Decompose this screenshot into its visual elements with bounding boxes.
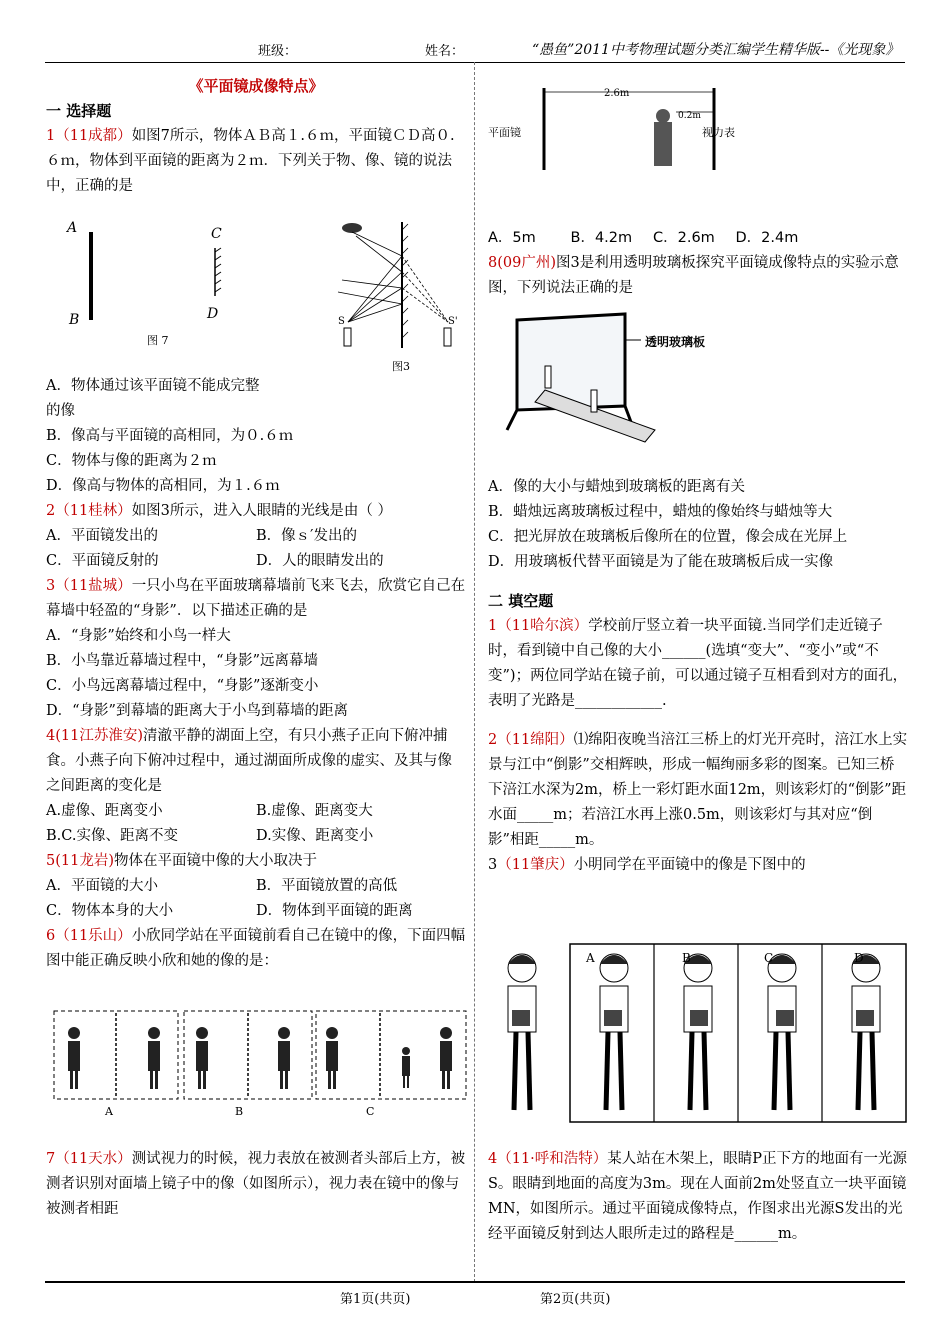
name-label: 姓名： bbox=[425, 44, 465, 59]
right-column bbox=[488, 226, 908, 251]
eye-icon bbox=[342, 223, 362, 233]
right-column-3 bbox=[488, 475, 908, 878]
f3-label-a: A bbox=[586, 951, 595, 965]
q8-option-b: B．蜡烛远离玻璃板过程中，蜡烛的像始终与蜡烛等大 bbox=[488, 504, 833, 520]
question-2: 2（11桂林）如图3所示，进入人眼睛的光线是由（ ） bbox=[46, 503, 393, 519]
q5-option-c: C．物体本身的大小 bbox=[46, 903, 174, 919]
q1-option-d: D．像高与物体的高相同，为１.６ｍ bbox=[46, 478, 280, 494]
left-column-3 bbox=[46, 1147, 466, 1222]
q1-option-b: B．像高与平面镜的高相同，为０.６ｍ bbox=[46, 428, 294, 444]
q3-option-d: D．“身影”到幕墙的距离大于小鸟到幕墙的距离 bbox=[46, 703, 348, 719]
q1-option-c: C．物体与像的距离为２ｍ bbox=[46, 453, 217, 469]
q5-option-b: B．平面镜放置的高低 bbox=[256, 878, 398, 894]
q5-option-a: A．平面镜的大小 bbox=[46, 878, 158, 894]
section-fill: 二 填空题 bbox=[488, 592, 554, 610]
q4-option-a: A.虚像、距离变小 bbox=[46, 803, 163, 819]
candle-image-icon bbox=[444, 328, 451, 346]
question-8: 8(09广州)图3是利用透明玻璃板探究平面镜成像特点的实验示意图，下列说法正确的是 bbox=[488, 255, 899, 296]
fig3-caption: 图3 bbox=[392, 360, 410, 373]
question-5: 5(11龙岩)物体在平面镜中像的大小取决于 bbox=[46, 853, 317, 869]
q7-figure bbox=[486, 78, 736, 188]
q6-panel-a bbox=[54, 1011, 178, 1099]
candle-back-icon bbox=[591, 390, 597, 412]
candle-icon bbox=[344, 328, 351, 346]
fig7-label-b: B bbox=[69, 312, 80, 328]
q2-option-c: C．平面镜反射的 bbox=[46, 553, 159, 569]
header-rule bbox=[45, 62, 905, 63]
fill-1: 1（11哈尔滨）学校前厅竖立着一块平面镜.当同学们走近镜子时，看到镜中自己像的大小______(选填“变大”、“变小”或“不变”)；两位同学站在镜子前，可以通过镜子互相看到对方的面孔，表明了光路是____________. bbox=[488, 618, 908, 709]
boy-a bbox=[600, 954, 628, 1110]
q5-option-d: D．物体到平面镜的距离 bbox=[256, 903, 413, 919]
section-title: 《平面镜成像特点》 bbox=[188, 77, 324, 95]
q7-dim-label-1: 2.6m bbox=[604, 88, 630, 99]
footer-page-1: 第1页(共页) bbox=[340, 1292, 411, 1307]
boy-c bbox=[768, 954, 796, 1110]
q3-option-c: C．小鸟远离幕墙过程中，“身影”逐渐变小 bbox=[46, 678, 319, 694]
footer-page-2: 第2页(共页) bbox=[540, 1292, 611, 1307]
figure-3-rays bbox=[322, 220, 467, 375]
q6-label-c: C bbox=[366, 1105, 375, 1118]
q7-option-c: C．2.6m bbox=[653, 230, 715, 246]
q7-label-mirror: 平面镜 bbox=[488, 126, 521, 139]
q6-panel-c bbox=[316, 1011, 466, 1099]
q7-label-chart: 视力表 bbox=[702, 126, 735, 139]
q6-figure bbox=[50, 1005, 468, 1123]
q8-option-c: C．把光屏放在玻璃板后像所在的位置，像会成在光屏上 bbox=[488, 529, 848, 545]
fill-2: 2（11绵阳）⑴绵阳夜晚当涪江三桥上的灯光开亮时，涪江水上实景与江中“倒影”交相辉映，形成一幅绚丽多彩的图案。已知三桥下涪江水深为2m，桥上一彩灯距水面12m，则该彩灯的“倒影”距水面_____m；若涪江水再上涨0.5m，则该彩灯与其对应“倒影”相距_____m。 bbox=[488, 732, 908, 848]
q2-option-a: A．平面镜发出的 bbox=[46, 528, 158, 544]
q7-person-icon bbox=[654, 122, 672, 166]
q4-option-c: B.C.实像、距离不变 bbox=[46, 828, 178, 844]
question-6: 6（11乐山）小欣同学站在平面镜前看自己在镜中的像，下面四幅图中能正确反映小欣和她的像的是： bbox=[46, 928, 466, 969]
boy-b bbox=[684, 954, 712, 1110]
q6-panel-b bbox=[184, 1011, 312, 1099]
question-7: 7（11天水）测试视力的时候，视力表放在被测者头部后上方，被测者识别对面墙上镜子中的像（如图所示），视力表在镜中的像与被测者相距 bbox=[46, 1151, 466, 1217]
q8-option-d: D．用玻璃板代替平面镜是为了能在玻璃板后成一实像 bbox=[488, 554, 834, 570]
fig3-rays bbox=[338, 232, 402, 322]
q1-option-a: A．物体通过该平面镜不能成完整 bbox=[46, 378, 260, 394]
fig3-label-s: S bbox=[338, 316, 345, 327]
q8-label-glass: 透明玻璃板 bbox=[645, 335, 706, 349]
q8-figure bbox=[505, 310, 755, 460]
fig7-label-c: C bbox=[211, 226, 222, 242]
section-choice: 一 选择题 bbox=[46, 102, 112, 120]
q6-label-a: A bbox=[105, 1105, 113, 1118]
q4-option-d: D.实像、距离变小 bbox=[256, 828, 374, 844]
q2-option-d: D．人的眼睛发出的 bbox=[256, 553, 384, 569]
f3-label-b: B bbox=[682, 951, 691, 965]
boy-d bbox=[852, 954, 880, 1110]
f3-figure bbox=[492, 940, 912, 1125]
right-column-4 bbox=[488, 1147, 908, 1247]
glass-plate bbox=[517, 314, 625, 410]
class-label: 班级： bbox=[258, 44, 298, 59]
q1-option-a-cont: 的像 bbox=[46, 403, 75, 419]
fig7-caption: 图 7 bbox=[147, 334, 169, 347]
q3-option-b: B．小鸟靠近幕墙过程中，“身影”远离幕墙 bbox=[46, 653, 318, 669]
q3-option-a: A．“身影”始终和小鸟一样大 bbox=[46, 628, 231, 644]
left-column bbox=[46, 74, 466, 199]
q7-option-a: A．5m bbox=[488, 230, 536, 246]
fill-4: 4（11·呼和浩特）某人站在木架上，眼睛P正下方的地面有一光源S。眼睛到地面的高度为3m。现在人面前2m处竖直立一块平面镜MN，如图所示。通过平面镜成像特点，作图求出光源S发出的光经平面镜反射到达人眼所走过的路程是______m。 bbox=[488, 1151, 908, 1242]
f3-label-d: D bbox=[854, 951, 864, 965]
fill-3: 3（11肇庆）小明同学在平面镜中的像是下图中的 bbox=[488, 857, 806, 873]
footer-rule bbox=[45, 1281, 905, 1283]
f3-label-c: C bbox=[764, 951, 774, 965]
q8-option-a: A．像的大小与蜡烛到玻璃板的距离有关 bbox=[488, 479, 745, 495]
q7-option-b: B．4.2m bbox=[570, 230, 633, 246]
q2-option-b: B．像ｓ′发出的 bbox=[256, 528, 357, 544]
question-1: 1（11成都）如图7所示，物体ＡＢ高１.６ｍ，平面镜ＣＤ高０.６ｍ，物体到平面镜的距离为２ｍ．下列关于物、像、镜的说法中，正确的是 bbox=[46, 128, 455, 194]
q6-label-b: B bbox=[235, 1105, 244, 1118]
right-column-2 bbox=[488, 251, 908, 301]
fig7-mirror-hatch bbox=[215, 248, 221, 292]
fig7-label-d: D bbox=[207, 306, 219, 322]
question-3: 3（11盐城）一只小鸟在平面玻璃幕墙前飞来飞去，欣赏它自己在幕墙中轻盈的“身影”．以下描述正确的是 bbox=[46, 578, 466, 619]
figure-7 bbox=[55, 212, 255, 362]
question-4: 4(11江苏淮安)清澈平静的湖面上空，有只小燕子正向下俯冲捕食。小燕子向下俯冲过程中，通过湖面所成像的虚实、及其与像之间距离的变化是 bbox=[46, 728, 452, 794]
doc-title: “愚鱼”2011中考物理试题分类汇编学生精华版--《光现象》 bbox=[532, 42, 900, 58]
column-divider bbox=[474, 62, 475, 1282]
fig3-label-s-prime: S' bbox=[448, 316, 458, 327]
boy-original bbox=[508, 954, 536, 1110]
candle-front-icon bbox=[545, 366, 551, 388]
left-column-2 bbox=[46, 374, 466, 974]
q7-option-d: D．2.4m bbox=[735, 230, 799, 246]
fig7-label-a: A bbox=[67, 220, 78, 236]
q7-dim-label-2: 0.2m bbox=[678, 111, 701, 121]
q4-option-b: B.虚像、距离变大 bbox=[256, 803, 373, 819]
